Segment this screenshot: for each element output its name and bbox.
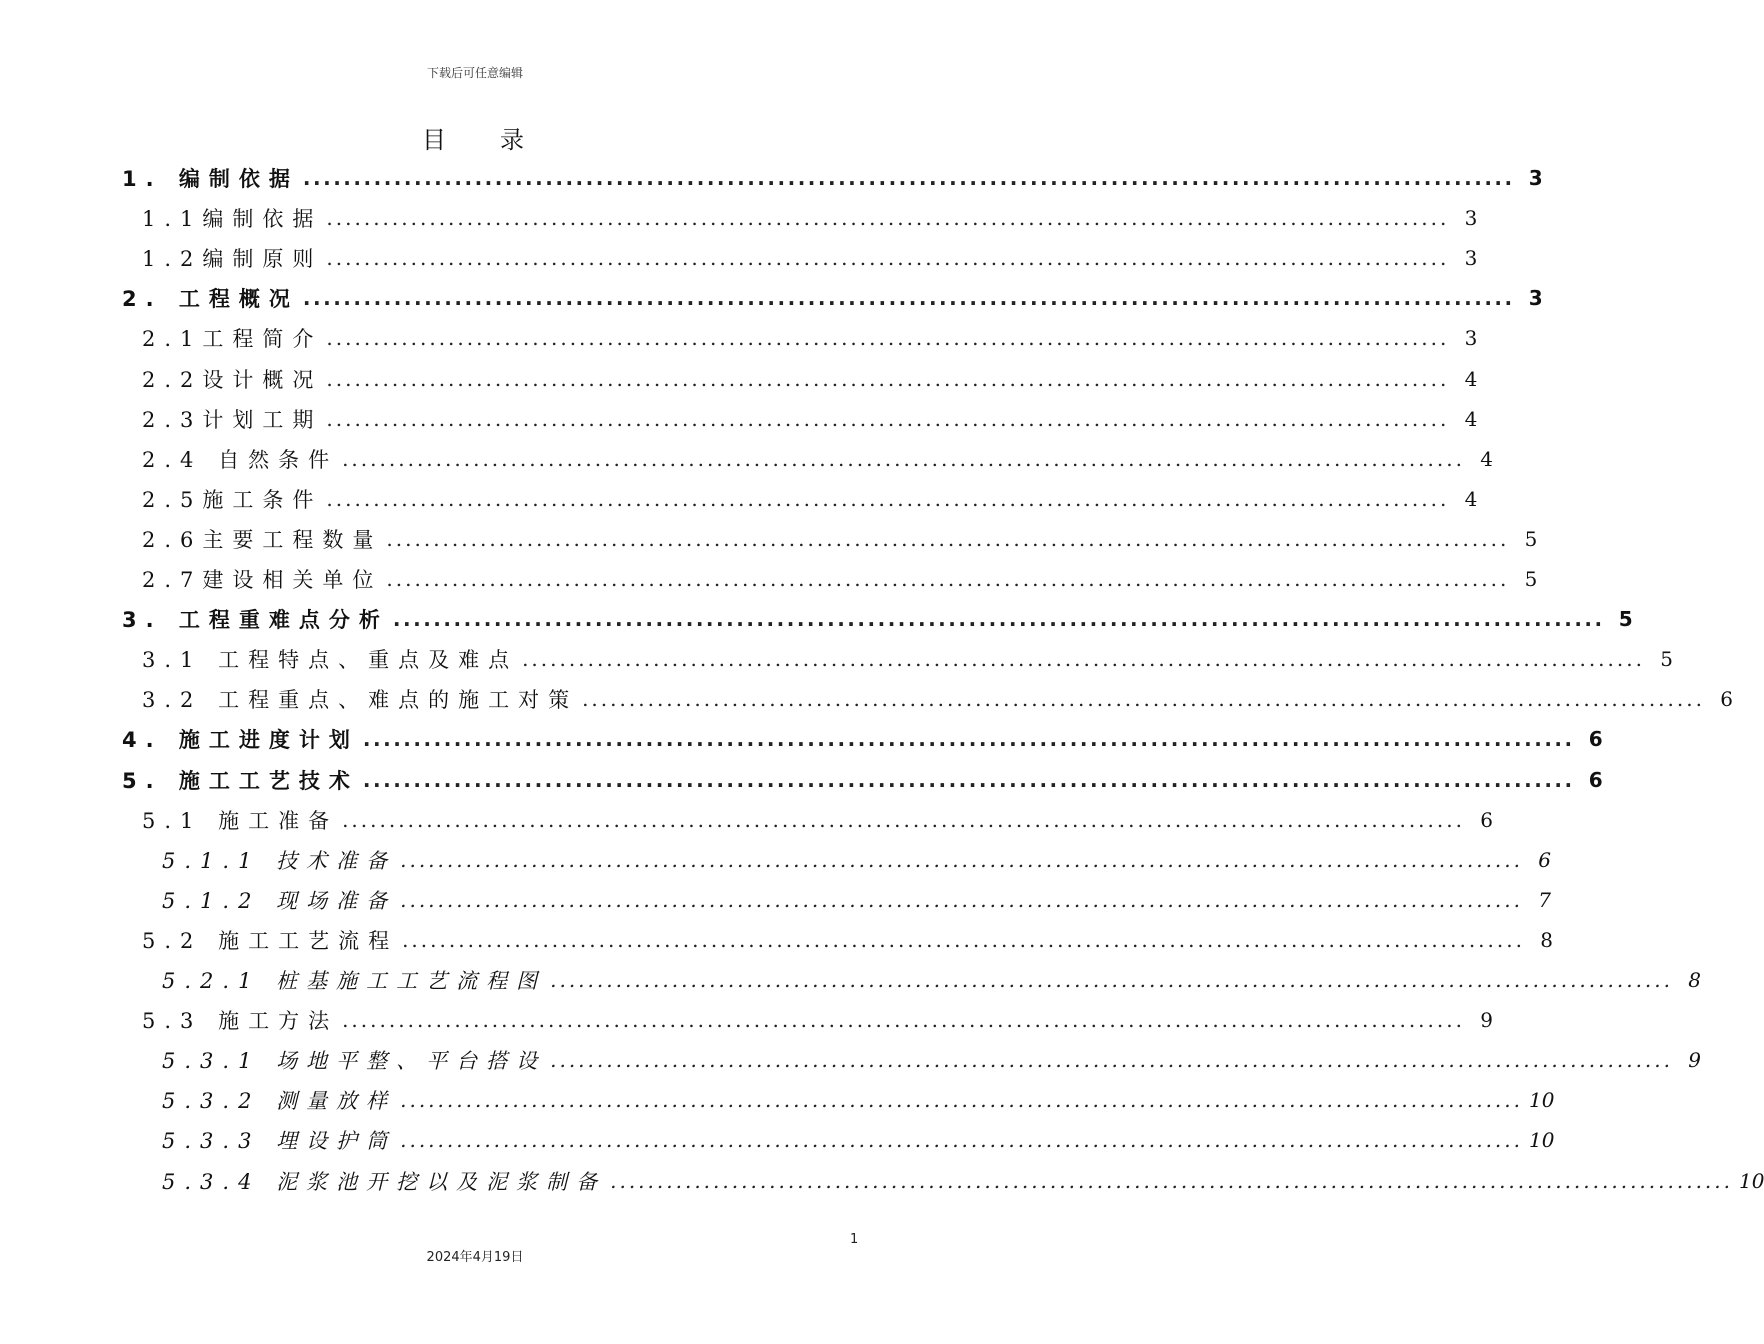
toc-entry[interactable] xyxy=(142,679,1733,719)
toc-leader-dots: ........................................................................................................................ xyxy=(386,567,1510,591)
toc-entry-label: 1. 编制依据 xyxy=(122,167,299,191)
toc-entry-page: 5 xyxy=(1524,526,1538,551)
toc-entry-page: 6 xyxy=(1588,767,1603,792)
toc-entry-label: 1.2编制原则 xyxy=(142,247,323,272)
toc-leader-dots: ........................................................................................................................ xyxy=(326,246,1450,271)
toc-entry-page: 10 xyxy=(1529,1128,1555,1153)
toc-entry-page: 4 xyxy=(1464,406,1478,431)
toc-leader-dots: ........................................................................................................................ xyxy=(302,166,1515,190)
toc-entry-page: 9 xyxy=(1688,1048,1701,1073)
toc-leader-dots: ........................................................................................................................ xyxy=(362,767,1575,792)
toc-title-part2: 录 xyxy=(500,126,528,154)
toc-entry-page: 3 xyxy=(1464,246,1478,271)
toc-entry-label: 5.3 施工方法 xyxy=(142,1009,339,1034)
toc-entry-page: 3 xyxy=(1528,286,1543,311)
toc-entry-label: 2.1工程简介 xyxy=(142,327,323,352)
toc-entry-label: 5.1.2 现场准备 xyxy=(162,888,397,913)
toc-leader-dots: ........................................................................................................................ xyxy=(342,446,1465,471)
toc-entry-page: 9 xyxy=(1480,1008,1493,1033)
toc-entry[interactable] xyxy=(142,1000,1493,1040)
toc-entry-label: 2.7建设相关单位 xyxy=(142,568,383,592)
toc-entry-label: 2.4 自然条件 xyxy=(142,447,339,472)
toc-entry-label: 4. 施工进度计划 xyxy=(122,728,359,753)
toc-entry[interactable] xyxy=(142,399,1478,439)
toc-entry-page: 10 xyxy=(1739,1168,1764,1193)
toc-leader-dots: ........................................................................................................................ xyxy=(582,687,1705,712)
toc-entry-label: 5.3.1 场地平整、平台搭设 xyxy=(162,1049,547,1074)
toc-leader-dots: ........................................................................................................................ xyxy=(400,847,1523,872)
toc-entry-page: 6 xyxy=(1588,727,1603,752)
toc-leader-dots: ........................................................................................................................ xyxy=(362,727,1575,752)
toc-entry-label: 5.1.1 技术准备 xyxy=(162,848,397,873)
toc-entry-label: 5.3.2 测量放样 xyxy=(162,1089,397,1114)
footer-date: 2024年4月19日 xyxy=(426,1250,524,1265)
toc-leader-dots: ........................................................................................................................ xyxy=(326,326,1450,351)
toc-entry-label: 3.1 工程特点、重点及难点 xyxy=(142,648,519,673)
toc-entry[interactable] xyxy=(162,1120,1555,1160)
toc-leader-dots: ........................................................................................................................ xyxy=(610,1168,1733,1193)
page-header: 下载后可任意编辑 xyxy=(426,66,523,80)
toc-entry-page: 5 xyxy=(1524,567,1538,591)
toc-leader-dots: ........................................................................................................................ xyxy=(302,286,1515,311)
toc-entry-label: 5. 施工工艺技术 xyxy=(122,768,359,793)
toc-entry-label: 2.6主要工程数量 xyxy=(142,527,383,552)
toc-leader-dots: ........................................................................................................................ xyxy=(400,1128,1523,1153)
toc-entry[interactable] xyxy=(142,639,1673,679)
toc-entry[interactable] xyxy=(162,840,1551,880)
toc-leader-dots: ........................................................................................................................ xyxy=(342,1008,1465,1033)
toc-entry-label: 2.2设计概况 xyxy=(142,367,323,392)
toc-entry[interactable] xyxy=(162,960,1701,1000)
toc-entry-label: 5.3.3 埋设护筒 xyxy=(162,1129,397,1154)
toc-entry-label: 2.5施工条件 xyxy=(142,487,323,512)
toc-entry-label: 5.3.4 泥浆池开挖以及泥浆制备 xyxy=(162,1169,607,1194)
toc-leader-dots: ........................................................................................................................ xyxy=(326,366,1450,391)
toc-entry[interactable] xyxy=(142,800,1493,840)
toc-entry-label: 5.1 施工准备 xyxy=(142,808,339,833)
toc-entry[interactable] xyxy=(142,318,1478,358)
toc-leader-dots: ........................................................................................................................ xyxy=(392,607,1605,632)
toc-entry-page: 10 xyxy=(1529,1088,1555,1113)
toc-entry[interactable] xyxy=(142,198,1478,238)
toc-entry[interactable] xyxy=(162,880,1551,920)
toc-leader-dots: ........................................................................................................................ xyxy=(326,486,1450,511)
toc-entry[interactable] xyxy=(142,559,1538,599)
toc-leader-dots: ........................................................................................................................ xyxy=(550,1048,1673,1073)
toc-entry-page: 4 xyxy=(1464,366,1478,391)
toc-entry[interactable] xyxy=(162,1161,1764,1201)
toc-leader-dots: ........................................................................................................................ xyxy=(326,406,1450,431)
toc-leader-dots: ........................................................................................................................ xyxy=(550,968,1673,992)
toc-leader-dots: ........................................................................................................................ xyxy=(402,927,1525,952)
toc-entry-label: 1.1编制依据 xyxy=(142,207,323,232)
toc-entry[interactable] xyxy=(162,1040,1701,1080)
toc-entry-page: 6 xyxy=(1720,687,1733,712)
toc-entry-page: 8 xyxy=(1540,927,1553,952)
toc-entry[interactable] xyxy=(142,439,1493,479)
toc-entry-label: 2. 工程概况 xyxy=(122,287,299,312)
toc-entry-label: 3.2 工程重点、难点的施工对策 xyxy=(142,688,579,713)
toc-entry-label: 5.2 施工工艺流程 xyxy=(142,928,399,953)
toc-entry[interactable] xyxy=(122,719,1603,759)
toc-entry[interactable] xyxy=(122,599,1633,639)
toc-entry-page: 6 xyxy=(1538,847,1551,872)
toc-entry-page: 3 xyxy=(1464,326,1478,351)
toc-entry-label: 2.3计划工期 xyxy=(142,407,323,432)
toc-leader-dots: ........................................................................................................................ xyxy=(400,1088,1523,1113)
toc-leader-dots: ........................................................................................................................ xyxy=(400,887,1523,912)
toc-entry-page: 3 xyxy=(1528,166,1543,190)
toc-entry[interactable] xyxy=(142,479,1478,519)
toc-entry-page: 3 xyxy=(1464,206,1478,231)
toc-leader-dots: ........................................................................................................................ xyxy=(522,647,1645,672)
toc-title xyxy=(0,120,950,155)
toc-leader-dots: ........................................................................................................................ xyxy=(386,526,1510,551)
toc-entry[interactable] xyxy=(122,760,1603,800)
toc-entry[interactable] xyxy=(122,278,1543,318)
toc-leader-dots: ........................................................................................................................ xyxy=(326,206,1450,231)
toc-entry-page: 5 xyxy=(1618,607,1633,632)
toc-entry[interactable] xyxy=(162,1080,1555,1120)
toc-entry[interactable] xyxy=(142,519,1538,559)
toc-entry-page: 6 xyxy=(1480,807,1493,832)
toc-title-part1: 目 xyxy=(422,126,450,154)
toc-entry-page: 7 xyxy=(1538,887,1551,912)
toc-entry-page: 4 xyxy=(1480,446,1493,471)
toc-entry-label: 3. 工程重难点分析 xyxy=(122,608,389,633)
toc-entry-label: 5.2.1 桩基施工工艺流程图 xyxy=(162,969,547,993)
toc-entry-page: 5 xyxy=(1660,647,1673,672)
toc-entry[interactable] xyxy=(142,238,1478,278)
toc-leader-dots: ........................................................................................................................ xyxy=(342,807,1465,832)
toc-entry[interactable] xyxy=(122,158,1543,198)
toc-entry-page: 4 xyxy=(1464,486,1478,511)
toc-entry[interactable] xyxy=(142,359,1478,399)
footer-page-number: 1 xyxy=(850,1232,859,1247)
toc-entry[interactable] xyxy=(142,920,1553,960)
toc-entry-page: 8 xyxy=(1688,968,1701,992)
